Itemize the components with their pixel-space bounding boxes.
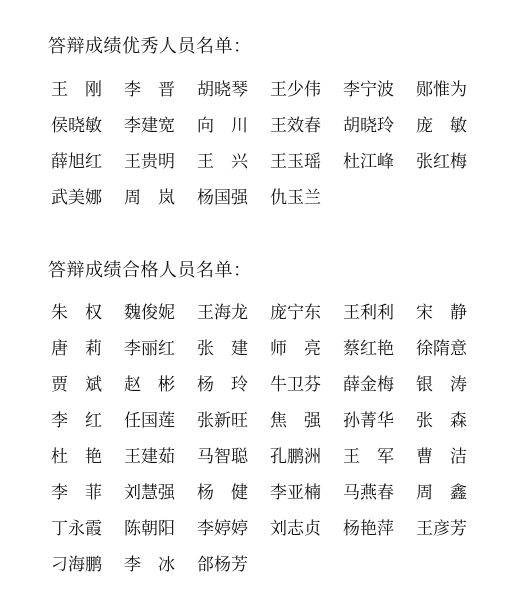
name-entry: 周 鑫	[416, 483, 467, 503]
name-entry: 李丽红	[124, 339, 175, 359]
name-entry: 赵 彬	[124, 375, 175, 395]
name-entry: 刘慧强	[124, 483, 175, 503]
pass-list-title: 答辩成绩合格人员名单：	[48, 260, 252, 281]
name-entry: 向 川	[197, 116, 248, 136]
name-entry: 李宁波	[343, 80, 394, 100]
name-entry: 胡晓琴	[197, 80, 248, 100]
name-entry: 杨国强	[197, 188, 248, 208]
name-entry: 李 红	[51, 411, 102, 431]
pass-names-grid	[40, 295, 480, 583]
name-entry: 王 兴	[197, 152, 248, 172]
name-entry: 王贵明	[124, 152, 175, 172]
name-entry: 焦 强	[270, 411, 321, 431]
name-entry: 王利利	[343, 303, 394, 323]
name-entry: 刘志贞	[270, 519, 321, 539]
name-entry: 李 冰	[124, 555, 175, 575]
name-entry: 师 亮	[270, 339, 321, 359]
name-entry: 郃杨芳	[197, 555, 248, 575]
name-entry: 郧惟为	[416, 80, 467, 100]
name-entry: 曹 洁	[416, 447, 467, 467]
name-entry: 薛旭红	[51, 152, 102, 172]
name-entry: 张 建	[197, 339, 248, 359]
name-entry: 银 涛	[416, 375, 467, 395]
name-entry: 徐隋意	[416, 339, 467, 359]
name-entry: 杜 艳	[51, 447, 102, 467]
name-entry: 仇玉兰	[270, 188, 321, 208]
name-entry: 马智聪	[197, 447, 248, 467]
name-entry: 李婷婷	[197, 519, 248, 539]
name-entry: 庞 敏	[416, 116, 467, 136]
name-entry: 王彦芳	[416, 519, 467, 539]
name-entry: 任国莲	[124, 411, 175, 431]
excellent-list-title: 答辩成绩优秀人员名单：	[48, 36, 252, 57]
name-entry: 宋 静	[416, 303, 467, 323]
name-entry: 孙菁华	[343, 411, 394, 431]
name-entry: 王效春	[270, 116, 321, 136]
name-entry: 杨 玲	[197, 375, 248, 395]
name-entry: 陈朝阳	[124, 519, 175, 539]
name-entry: 周 岚	[124, 188, 175, 208]
name-entry: 贾 斌	[51, 375, 102, 395]
name-entry: 侯晓敏	[51, 116, 102, 136]
name-entry: 杨 健	[197, 483, 248, 503]
name-entry: 刁海鹏	[51, 555, 102, 575]
name-entry: 武美娜	[51, 188, 102, 208]
name-entry: 王 刚	[51, 80, 102, 100]
name-entry: 杨艳萍	[343, 519, 394, 539]
name-entry: 李建宽	[124, 116, 175, 136]
name-entry: 杜江峰	[343, 152, 394, 172]
name-entry: 李 晋	[124, 80, 175, 100]
name-entry: 蔡红艳	[343, 339, 394, 359]
name-entry: 李 菲	[51, 483, 102, 503]
name-entry: 马燕春	[343, 483, 394, 503]
name-entry: 庞宁东	[270, 303, 321, 323]
name-entry: 丁永霞	[51, 519, 102, 539]
name-entry: 朱 权	[51, 303, 102, 323]
name-entry: 王少伟	[270, 80, 321, 100]
name-entry: 胡晓玲	[343, 116, 394, 136]
name-entry: 李亚楠	[270, 483, 321, 503]
name-entry: 王建茹	[124, 447, 175, 467]
name-entry: 张新旺	[197, 411, 248, 431]
name-entry: 张 森	[416, 411, 467, 431]
name-entry: 唐 莉	[51, 339, 102, 359]
name-entry: 王 军	[343, 447, 394, 467]
name-entry: 王海龙	[197, 303, 248, 323]
name-entry: 孔鹏洲	[270, 447, 321, 467]
name-entry: 薛金梅	[343, 375, 394, 395]
name-entry: 牛卫芬	[270, 375, 321, 395]
excellent-names-grid	[40, 72, 480, 216]
name-entry: 魏俊妮	[124, 303, 175, 323]
name-entry: 王玉瑶	[270, 152, 321, 172]
name-entry: 张红梅	[416, 152, 467, 172]
